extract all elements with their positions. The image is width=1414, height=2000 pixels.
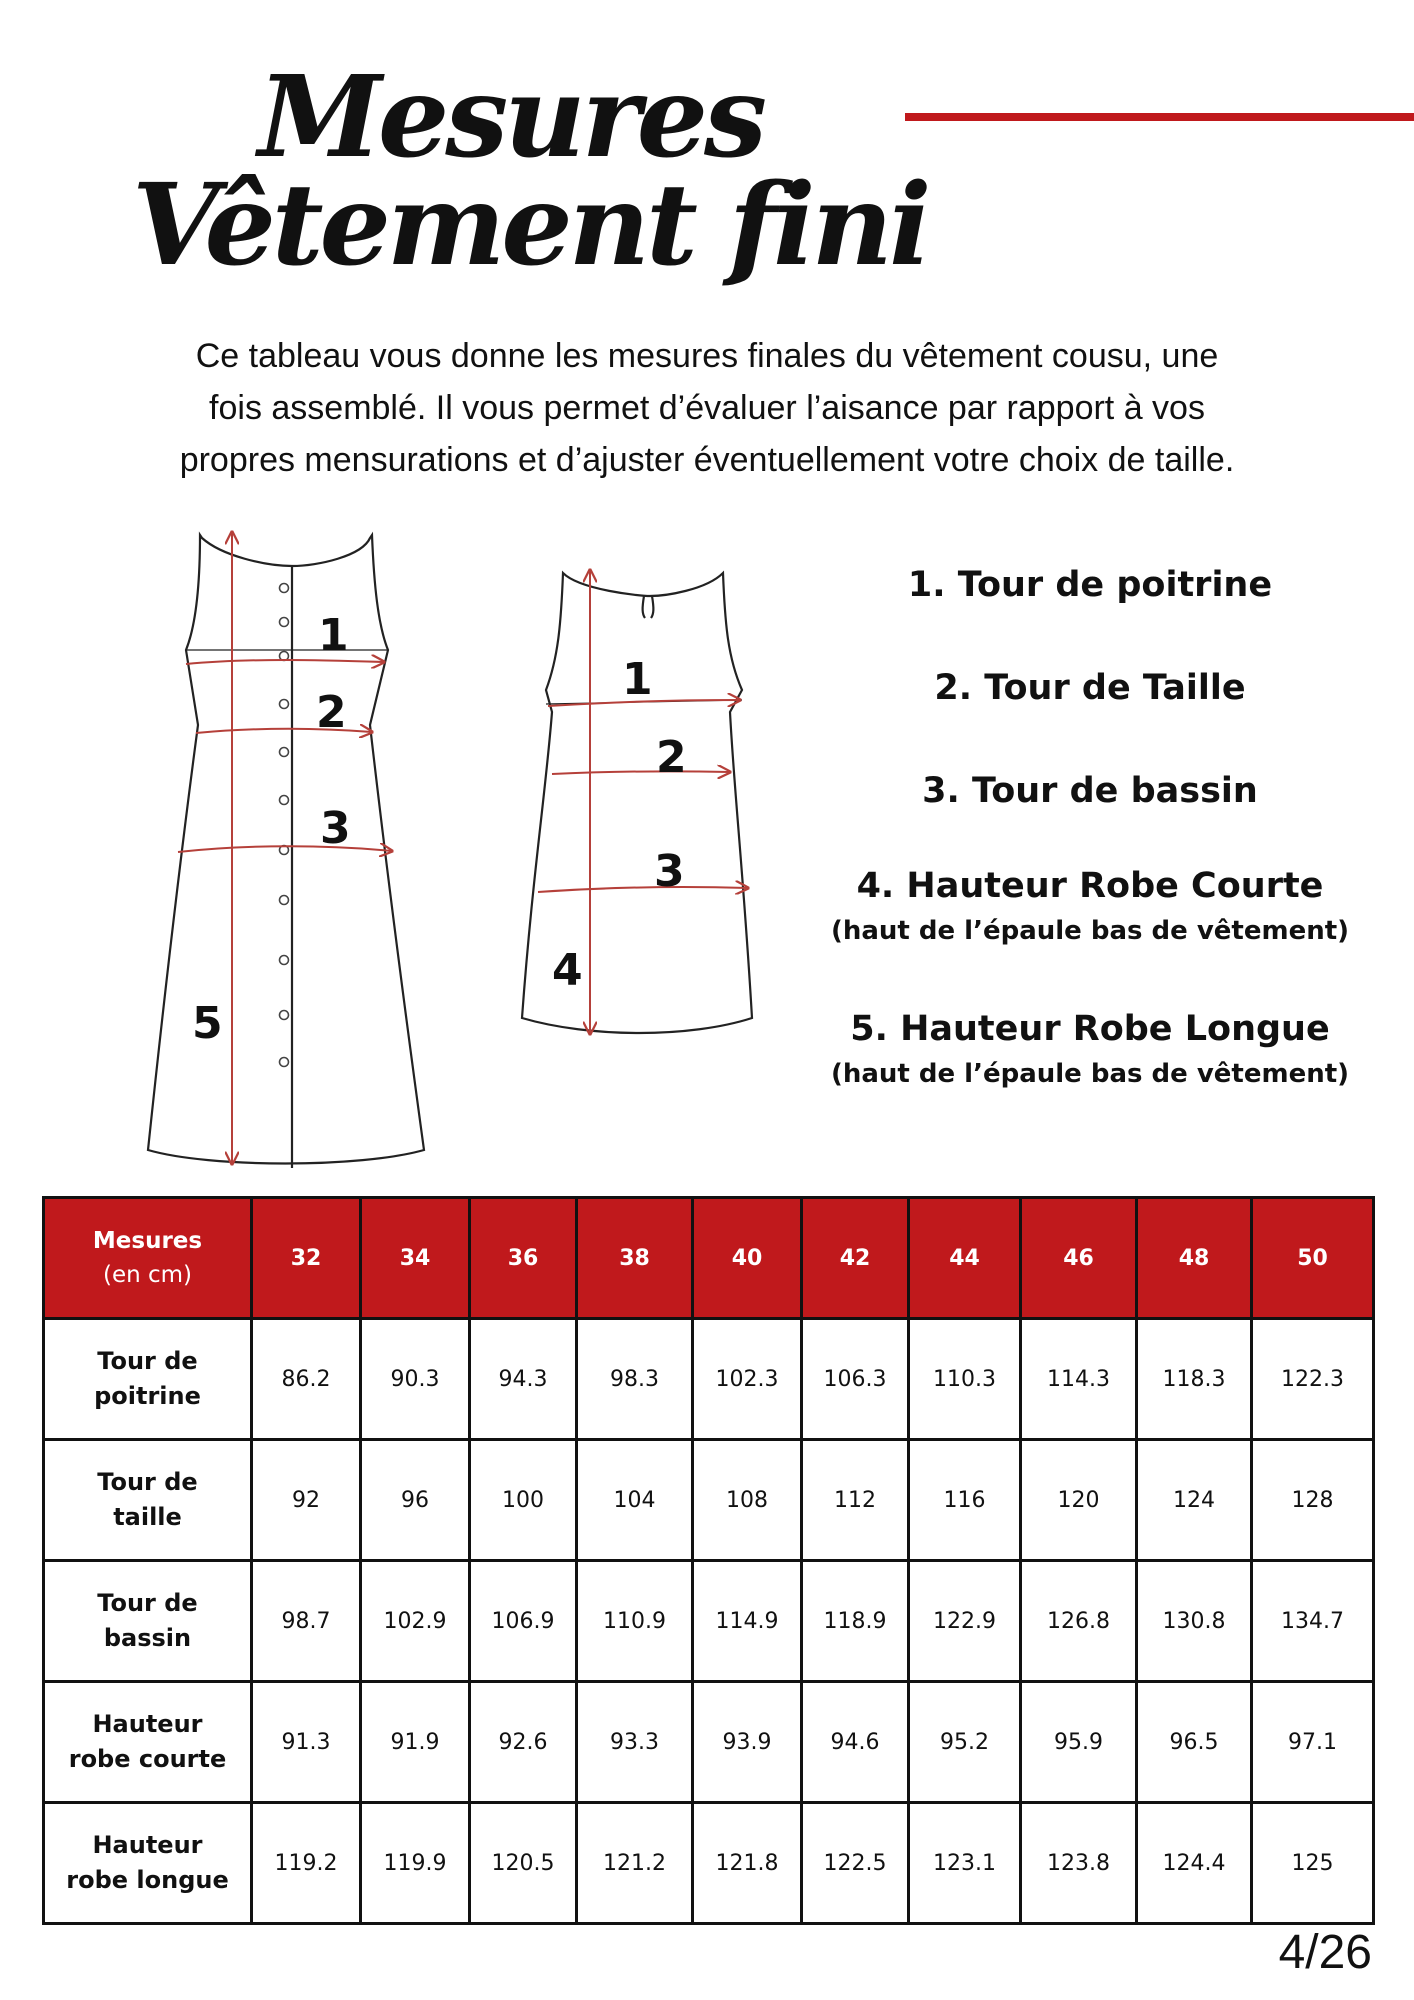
long-dress-buttons xyxy=(280,584,289,1067)
row-label-line: Tour de xyxy=(97,1468,198,1496)
row-label xyxy=(44,1682,252,1803)
header-unit: (en cm) xyxy=(102,1262,193,1288)
table-cell: 95.2 xyxy=(909,1682,1021,1803)
long-dress-label-1: 1 xyxy=(318,610,349,661)
table-cell: 124.4 xyxy=(1137,1803,1252,1924)
page-title-line-1: Mesures xyxy=(258,52,764,183)
table-cell: 118.9 xyxy=(802,1561,909,1682)
table-cell: 119.9 xyxy=(361,1803,470,1924)
table-cell: 98.3 xyxy=(577,1319,693,1440)
size-header: 42 xyxy=(802,1198,909,1319)
row-label-line: robe courte xyxy=(68,1745,227,1773)
intro-line: propres mensurations et d’ajuster éventuellement votre choix de taille. xyxy=(179,441,1235,479)
long-dress-label-5: 5 xyxy=(192,998,223,1049)
table-cell: 98.7 xyxy=(252,1561,361,1682)
table-cell: 123.1 xyxy=(909,1803,1021,1924)
table-cell: 95.9 xyxy=(1021,1682,1137,1803)
legend-item-label: 2. Tour de Taille xyxy=(934,668,1246,708)
table-cell: 122.5 xyxy=(802,1803,909,1924)
table-cell: 93.9 xyxy=(693,1682,802,1803)
row-label xyxy=(44,1319,252,1440)
table-cell: 106.3 xyxy=(802,1319,909,1440)
row-label-line: taille xyxy=(113,1503,182,1531)
table-cell: 102.3 xyxy=(693,1319,802,1440)
table-cell: 92.6 xyxy=(470,1682,577,1803)
row-label-line: Tour de xyxy=(97,1589,198,1617)
table-cell: 93.3 xyxy=(577,1682,693,1803)
table-cell: 92 xyxy=(252,1440,361,1561)
row-label-line: poitrine xyxy=(94,1382,201,1410)
legend-item-label: 1. Tour de poitrine xyxy=(907,565,1273,605)
table-cell: 116 xyxy=(909,1440,1021,1561)
size-header: 44 xyxy=(909,1198,1021,1319)
legend-item-2 xyxy=(790,668,1390,708)
size-header: 50 xyxy=(1252,1198,1374,1319)
header-measures-cell xyxy=(44,1198,252,1319)
short-dress-label-3: 3 xyxy=(654,846,685,897)
table-cell: 120.5 xyxy=(470,1803,577,1924)
short-dress-label-1: 1 xyxy=(622,654,653,705)
table-cell: 96.5 xyxy=(1137,1682,1252,1803)
table-row xyxy=(44,1561,1374,1682)
table-cell: 108 xyxy=(693,1440,802,1561)
row-label-line: Hauteur xyxy=(92,1710,203,1738)
table-cell: 114.3 xyxy=(1021,1319,1137,1440)
table-cell: 120 xyxy=(1021,1440,1137,1561)
table-cell: 122.3 xyxy=(1252,1319,1374,1440)
row-label-line: bassin xyxy=(103,1624,192,1652)
table-cell: 119.2 xyxy=(252,1803,361,1924)
table-cell: 100 xyxy=(470,1440,577,1561)
long-dress-label-3: 3 xyxy=(320,803,351,854)
row-label xyxy=(44,1561,252,1682)
table-cell: 130.8 xyxy=(1137,1561,1252,1682)
size-header: 46 xyxy=(1021,1198,1137,1319)
page-title-line-2: Vêtement fini xyxy=(132,160,928,291)
table-cell: 102.9 xyxy=(361,1561,470,1682)
table-cell: 94.3 xyxy=(470,1319,577,1440)
table-cell: 94.6 xyxy=(802,1682,909,1803)
table-cell: 96 xyxy=(361,1440,470,1561)
legend-item-5 xyxy=(790,1009,1390,1089)
long-dress-label-2: 2 xyxy=(316,687,347,738)
page-number: 4/26 xyxy=(1278,1926,1372,1979)
size-header: 36 xyxy=(470,1198,577,1319)
row-label-line: Tour de xyxy=(97,1347,198,1375)
table-row xyxy=(44,1803,1374,1924)
size-header: 48 xyxy=(1137,1198,1252,1319)
legend-item-1 xyxy=(790,565,1390,605)
row-label-line: robe longue xyxy=(66,1866,229,1894)
table-cell: 91.3 xyxy=(252,1682,361,1803)
table-cell: 106.9 xyxy=(470,1561,577,1682)
header-label: Mesures xyxy=(92,1228,203,1254)
legend-item-4 xyxy=(790,866,1390,946)
intro-line: Ce tableau vous donne les mesures finales du vêtement cousu, une xyxy=(195,337,1219,375)
table-cell: 121.2 xyxy=(577,1803,693,1924)
legend-item-label: 5. Hauteur Robe Longue xyxy=(850,1009,1330,1049)
table-row xyxy=(44,1440,1374,1561)
table-cell: 97.1 xyxy=(1252,1682,1374,1803)
short-dress-label-2: 2 xyxy=(656,732,687,783)
legend-item-label: 4. Hauteur Robe Courte xyxy=(856,866,1324,906)
table-header-row xyxy=(44,1198,1374,1319)
table-cell: 110.3 xyxy=(909,1319,1021,1440)
measurements-table xyxy=(42,1196,1375,1925)
table-cell: 124 xyxy=(1137,1440,1252,1561)
table-cell: 90.3 xyxy=(361,1319,470,1440)
size-header: 34 xyxy=(361,1198,470,1319)
row-label-line: Hauteur xyxy=(92,1831,203,1859)
table-cell: 126.8 xyxy=(1021,1561,1137,1682)
size-header: 38 xyxy=(577,1198,693,1319)
table-cell: 122.9 xyxy=(909,1561,1021,1682)
table-cell: 123.8 xyxy=(1021,1803,1137,1924)
legend-item-3 xyxy=(790,771,1390,811)
size-header: 32 xyxy=(252,1198,361,1319)
table-cell: 110.9 xyxy=(577,1561,693,1682)
table-cell: 134.7 xyxy=(1252,1561,1374,1682)
legend-item-note: (haut de l’épaule bas de vêtement) xyxy=(830,1059,1350,1089)
table-row xyxy=(44,1682,1374,1803)
table-cell: 118.3 xyxy=(1137,1319,1252,1440)
row-label xyxy=(44,1440,252,1561)
table-row xyxy=(44,1319,1374,1440)
table-cell: 128 xyxy=(1252,1440,1374,1561)
table-cell: 86.2 xyxy=(252,1319,361,1440)
legend-item-label: 3. Tour de bassin xyxy=(922,771,1258,811)
size-header: 40 xyxy=(693,1198,802,1319)
table-cell: 125 xyxy=(1252,1803,1374,1924)
table-cell: 91.9 xyxy=(361,1682,470,1803)
row-label xyxy=(44,1803,252,1924)
table-cell: 104 xyxy=(577,1440,693,1561)
short-dress-label-4: 4 xyxy=(552,945,583,996)
table-cell: 121.8 xyxy=(693,1803,802,1924)
table-cell: 114.9 xyxy=(693,1561,802,1682)
table-cell: 112 xyxy=(802,1440,909,1561)
intro-line: fois assemblé. Il vous permet d’évaluer l’aisance par rapport à vos xyxy=(209,389,1205,427)
legend-item-note: (haut de l’épaule bas de vêtement) xyxy=(830,916,1350,946)
